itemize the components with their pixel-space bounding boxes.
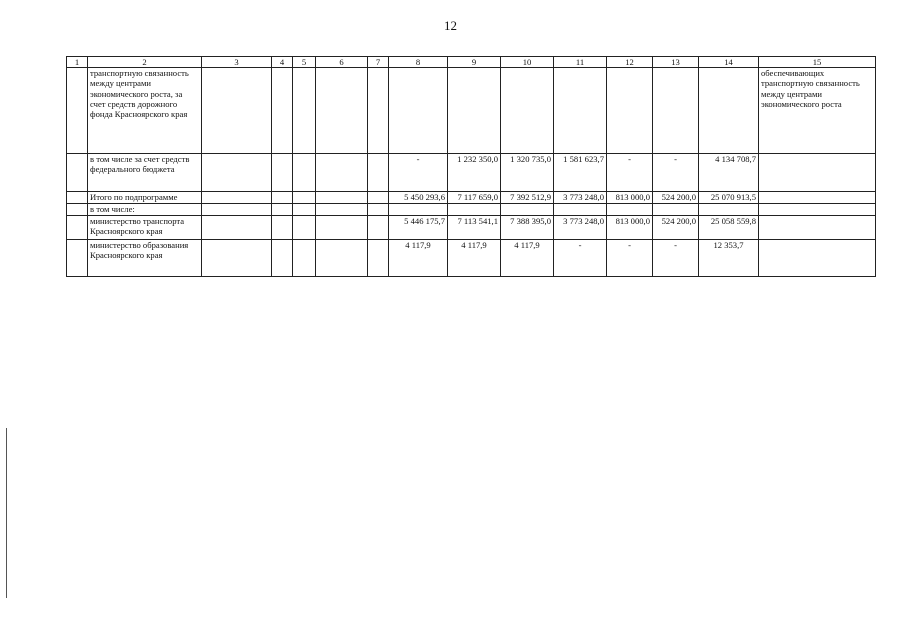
table-cell (272, 204, 293, 216)
table-cell: 4 134 708,7 (699, 154, 759, 192)
table-cell (368, 240, 389, 277)
table-cell (368, 192, 389, 204)
page-number: 12 (444, 18, 457, 33)
table-cell: 524 200,0 (653, 192, 699, 204)
table-row (67, 204, 876, 216)
table-cell (368, 154, 389, 192)
table-cell (368, 68, 389, 154)
table-row (67, 154, 876, 192)
table-cell (316, 216, 368, 240)
table-cell (293, 240, 316, 277)
scan-margin-line (6, 428, 7, 598)
budget-table (66, 56, 876, 277)
table-cell: 7 113 541,1 (448, 216, 501, 240)
col-header-3: 3 (202, 57, 272, 68)
table-cell (67, 68, 88, 154)
col-header-4: 4 (272, 57, 293, 68)
col-header-12: 12 (607, 57, 653, 68)
table-row-total (67, 192, 876, 204)
table-cell (389, 68, 448, 154)
table-cell (316, 192, 368, 204)
col-header-2: 2 (88, 57, 202, 68)
table-cell (316, 68, 368, 154)
table-cell (759, 204, 876, 216)
table-cell: - (607, 154, 653, 192)
table-cell (368, 216, 389, 240)
table-cell: 5 446 175,7 (389, 216, 448, 240)
table-cell (316, 204, 368, 216)
table-cell: 524 200,0 (653, 216, 699, 240)
table-cell (607, 204, 653, 216)
table-cell: 4 117,9 (389, 240, 448, 277)
table-cell (293, 192, 316, 204)
table-cell (699, 68, 759, 154)
table-cell: 25 058 559,8 (699, 216, 759, 240)
row-description: министерство транспорта Красноярского края (88, 216, 202, 240)
col-header-6: 6 (316, 57, 368, 68)
table-cell: - (607, 240, 653, 277)
table-cell: 3 773 248,0 (554, 216, 607, 240)
table-cell (293, 154, 316, 192)
col-header-11: 11 (554, 57, 607, 68)
table-row (67, 240, 876, 277)
table-cell (202, 216, 272, 240)
table-cell (653, 68, 699, 154)
table-cell (293, 204, 316, 216)
table-cell (653, 204, 699, 216)
table-cell: 4 117,9 (448, 240, 501, 277)
table-cell: 1 581 623,7 (554, 154, 607, 192)
table-cell (293, 216, 316, 240)
table-cell (316, 240, 368, 277)
header-row (67, 57, 876, 68)
table-cell (202, 240, 272, 277)
table-cell (501, 204, 554, 216)
col-header-1: 1 (67, 57, 88, 68)
table-cell (448, 68, 501, 154)
col-header-9: 9 (448, 57, 501, 68)
table-cell (554, 68, 607, 154)
table-cell: 3 773 248,0 (554, 192, 607, 204)
table-cell (759, 154, 876, 192)
table-cell (272, 240, 293, 277)
table-cell: 1 232 350,0 (448, 154, 501, 192)
table-cell: 813 000,0 (607, 192, 653, 204)
table-cell: 7 388 395,0 (501, 216, 554, 240)
table-cell (202, 192, 272, 204)
table-cell (67, 216, 88, 240)
table-cell: - (389, 154, 448, 192)
table-cell (67, 240, 88, 277)
table-cell (67, 154, 88, 192)
table-cell (272, 216, 293, 240)
table-row (67, 68, 876, 154)
table-cell: - (653, 240, 699, 277)
row-description: министерство образования Красноярского края (88, 240, 202, 277)
table-cell: 12 353,7 (699, 240, 759, 277)
row-note: обеспечивающих транспортную связанность между центрами экономического роста (759, 68, 876, 154)
table-cell: 7 117 659,0 (448, 192, 501, 204)
table-cell: 7 392 512,9 (501, 192, 554, 204)
col-header-13: 13 (653, 57, 699, 68)
table-cell (759, 192, 876, 204)
table-cell (316, 154, 368, 192)
table-cell (607, 68, 653, 154)
table-cell (293, 68, 316, 154)
col-header-7: 7 (368, 57, 389, 68)
table-cell (759, 216, 876, 240)
table-cell: 4 117,9 (501, 240, 554, 277)
table-cell: - (554, 240, 607, 277)
row-description: в том числе: (88, 204, 202, 216)
row-description: транспортную связанность между центрами экономического роста, за счет средств дорожного фонда Красноярского края (88, 68, 202, 154)
table-cell (448, 204, 501, 216)
table-cell (67, 204, 88, 216)
table-cell: - (653, 154, 699, 192)
table-cell (501, 68, 554, 154)
col-header-15: 15 (759, 57, 876, 68)
table-cell (389, 204, 448, 216)
table-cell (699, 204, 759, 216)
row-description: Итого по подпрограмме (88, 192, 202, 204)
col-header-8: 8 (389, 57, 448, 68)
table-cell (759, 240, 876, 277)
table-cell (202, 204, 272, 216)
table-cell (67, 192, 88, 204)
table-cell: 1 320 735,0 (501, 154, 554, 192)
row-description: в том числе за счет средств федерального бюджета (88, 154, 202, 192)
table-cell (202, 68, 272, 154)
table-cell (272, 154, 293, 192)
table-cell: 25 070 913,5 (699, 192, 759, 204)
table-cell (202, 154, 272, 192)
col-header-5: 5 (293, 57, 316, 68)
table-cell (272, 68, 293, 154)
table-row (67, 216, 876, 240)
table-cell (554, 204, 607, 216)
table-cell: 5 450 293,6 (389, 192, 448, 204)
table-cell: 813 000,0 (607, 216, 653, 240)
col-header-14: 14 (699, 57, 759, 68)
col-header-10: 10 (501, 57, 554, 68)
table-cell (272, 192, 293, 204)
table-cell (368, 204, 389, 216)
